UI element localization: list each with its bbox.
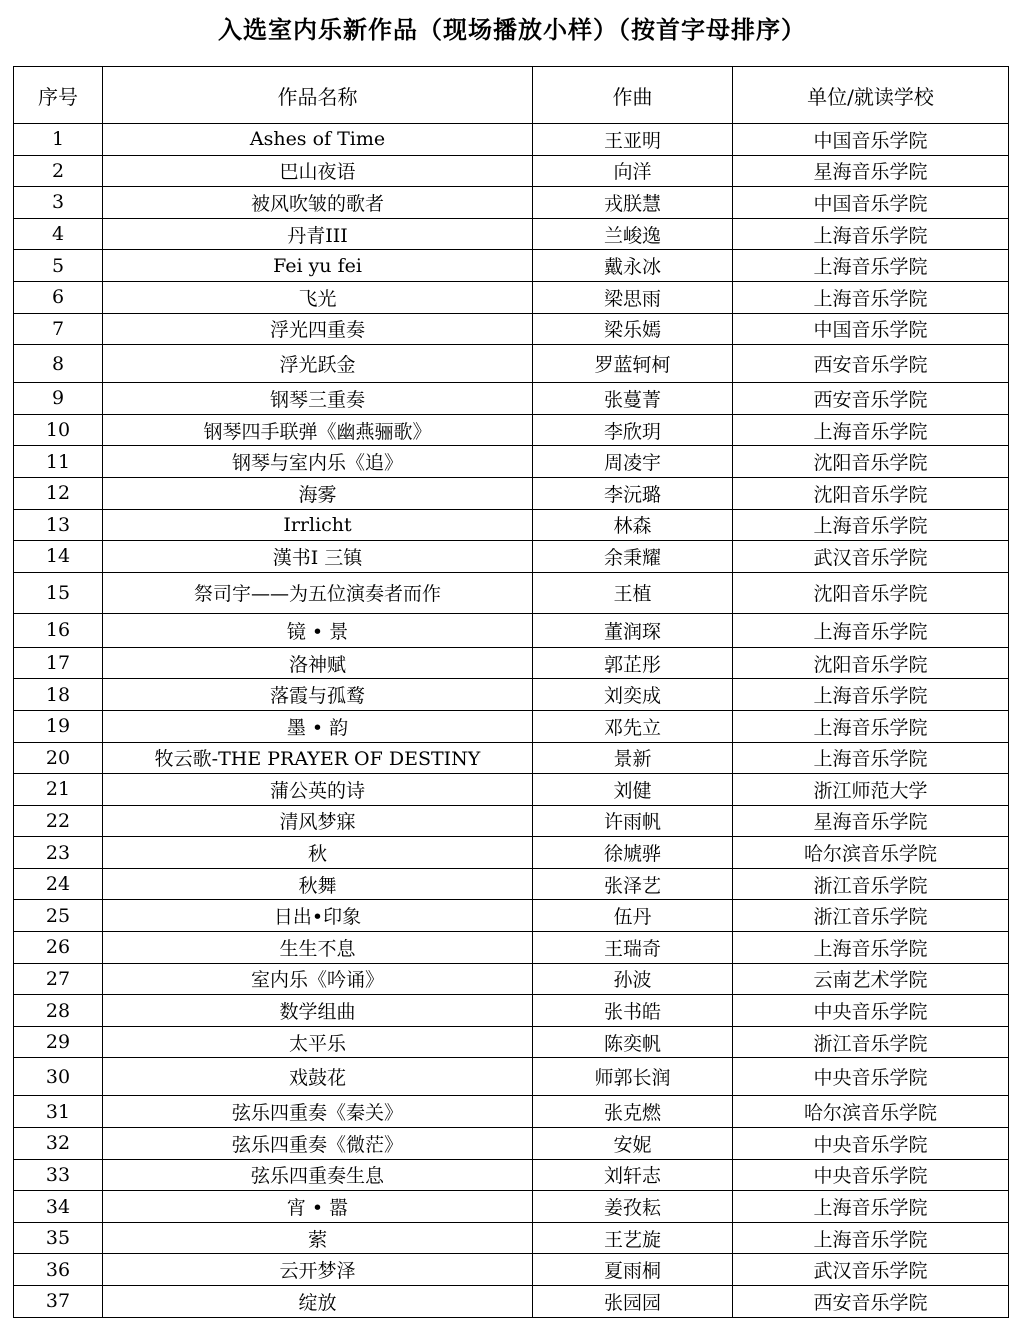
composer-name: 戴永冰 <box>533 250 733 282</box>
institution-name: 沈阳音乐学院 <box>733 446 1009 478</box>
row-number: 2 <box>14 155 103 187</box>
composer-name: 林森 <box>533 509 733 541</box>
work-title: 墨 • 韵 <box>103 710 533 742</box>
composer-name: 梁乐嫣 <box>533 313 733 345</box>
table-row <box>14 1058 1009 1096</box>
row-number: 35 <box>14 1222 103 1254</box>
institution-name: 浙江音乐学院 <box>733 1026 1009 1058</box>
table-row <box>14 541 1009 573</box>
work-title: Ashes of Time <box>103 124 533 156</box>
work-title: 秋 <box>103 837 533 869</box>
work-title: 数学组曲 <box>103 995 533 1027</box>
composer-name: 向洋 <box>533 155 733 187</box>
institution-name: 上海音乐学院 <box>733 250 1009 282</box>
table-row <box>14 572 1009 613</box>
institution-name: 上海音乐学院 <box>733 218 1009 250</box>
composer-name: 张克燃 <box>533 1096 733 1128</box>
table-row <box>14 1096 1009 1128</box>
row-number: 4 <box>14 218 103 250</box>
row-number: 11 <box>14 446 103 478</box>
institution-name: 上海音乐学院 <box>733 281 1009 313</box>
table-row <box>14 1254 1009 1286</box>
work-title: 日出•印象 <box>103 900 533 932</box>
table-row <box>14 932 1009 964</box>
table-row <box>14 805 1009 837</box>
institution-name: 浙江师范大学 <box>733 774 1009 806</box>
work-title: 镜 • 景 <box>103 613 533 647</box>
institution-name: 浙江音乐学院 <box>733 868 1009 900</box>
table-row <box>14 187 1009 219</box>
row-number: 24 <box>14 868 103 900</box>
row-number: 34 <box>14 1191 103 1223</box>
composer-name: 兰峻逸 <box>533 218 733 250</box>
institution-name: 上海音乐学院 <box>733 1222 1009 1254</box>
work-title: 漢书Ⅰ 三镇 <box>103 541 533 573</box>
table-row <box>14 1286 1009 1318</box>
composer-name: 刘奕成 <box>533 679 733 711</box>
work-title: 蒲公英的诗 <box>103 774 533 806</box>
table-row <box>14 477 1009 509</box>
row-number: 25 <box>14 900 103 932</box>
composer-name: 王亚明 <box>533 124 733 156</box>
row-number: 17 <box>14 647 103 679</box>
composer-name: 刘轩志 <box>533 1159 733 1191</box>
institution-name: 云南艺术学院 <box>733 963 1009 995</box>
row-number: 16 <box>14 613 103 647</box>
institution-name: 武汉音乐学院 <box>733 541 1009 573</box>
work-title: 钢琴与室内乐《追》 <box>103 446 533 478</box>
institution-name: 上海音乐学院 <box>733 742 1009 774</box>
table-row <box>14 1026 1009 1058</box>
institution-name: 西安音乐学院 <box>733 383 1009 415</box>
table-row <box>14 414 1009 446</box>
table-row <box>14 613 1009 647</box>
row-number: 10 <box>14 414 103 446</box>
institution-name: 中央音乐学院 <box>733 1058 1009 1096</box>
composer-name: 安妮 <box>533 1128 733 1160</box>
work-title: 浮光跃金 <box>103 345 533 383</box>
institution-name: 沈阳音乐学院 <box>733 647 1009 679</box>
work-title: 落霞与孤鹜 <box>103 679 533 711</box>
row-number: 9 <box>14 383 103 415</box>
header-work: 作品名称 <box>103 67 533 124</box>
institution-name: 沈阳音乐学院 <box>733 572 1009 613</box>
work-title: 室内乐《吟诵》 <box>103 963 533 995</box>
row-number: 5 <box>14 250 103 282</box>
institution-name: 哈尔滨音乐学院 <box>733 837 1009 869</box>
row-number: 20 <box>14 742 103 774</box>
table-body <box>14 124 1009 1318</box>
table-row <box>14 679 1009 711</box>
institution-name: 中国音乐学院 <box>733 124 1009 156</box>
row-number: 22 <box>14 805 103 837</box>
row-number: 15 <box>14 572 103 613</box>
row-number: 3 <box>14 187 103 219</box>
composer-name: 张蔓菁 <box>533 383 733 415</box>
table-row <box>14 963 1009 995</box>
table-row <box>14 345 1009 383</box>
work-title: 飞光 <box>103 281 533 313</box>
table-row <box>14 868 1009 900</box>
table-row <box>14 218 1009 250</box>
row-number: 19 <box>14 710 103 742</box>
institution-name: 浙江音乐学院 <box>733 900 1009 932</box>
work-title: 被风吹皱的歌者 <box>103 187 533 219</box>
composer-name: 李欣玥 <box>533 414 733 446</box>
row-number: 23 <box>14 837 103 869</box>
row-number: 6 <box>14 281 103 313</box>
institution-name: 上海音乐学院 <box>733 932 1009 964</box>
table-row <box>14 250 1009 282</box>
work-title: 钢琴四手联弹《幽燕骊歌》 <box>103 414 533 446</box>
institution-name: 上海音乐学院 <box>733 1191 1009 1223</box>
institution-name: 上海音乐学院 <box>733 613 1009 647</box>
composer-name: 罗蓝轲柯 <box>533 345 733 383</box>
row-number: 14 <box>14 541 103 573</box>
work-title: 祭司宇——为五位演奏者而作 <box>103 572 533 613</box>
composer-name: 孙波 <box>533 963 733 995</box>
work-title: 浮光四重奏 <box>103 313 533 345</box>
row-number: 12 <box>14 477 103 509</box>
composer-name: 夏雨桐 <box>533 1254 733 1286</box>
table-row <box>14 155 1009 187</box>
table-row <box>14 124 1009 156</box>
row-number: 32 <box>14 1128 103 1160</box>
composer-name: 姜孜耘 <box>533 1191 733 1223</box>
composer-name: 伍丹 <box>533 900 733 932</box>
table-row <box>14 281 1009 313</box>
work-title: 钢琴三重奏 <box>103 383 533 415</box>
composer-name: 郭芷彤 <box>533 647 733 679</box>
work-title: 弦乐四重奏《微茫》 <box>103 1128 533 1160</box>
work-title: 牧云歌-THE PRAYER OF DESTINY <box>103 742 533 774</box>
table-row <box>14 446 1009 478</box>
table-row <box>14 900 1009 932</box>
work-title: 巴山夜语 <box>103 155 533 187</box>
row-number: 37 <box>14 1286 103 1318</box>
institution-name: 星海音乐学院 <box>733 155 1009 187</box>
row-number: 27 <box>14 963 103 995</box>
row-number: 18 <box>14 679 103 711</box>
institution-name: 沈阳音乐学院 <box>733 477 1009 509</box>
work-title: 秋舞 <box>103 868 533 900</box>
work-title: Irrlicht <box>103 509 533 541</box>
institution-name: 上海音乐学院 <box>733 679 1009 711</box>
table-row <box>14 647 1009 679</box>
row-number: 26 <box>14 932 103 964</box>
composer-name: 王艺旋 <box>533 1222 733 1254</box>
composer-name: 张泽艺 <box>533 868 733 900</box>
institution-name: 上海音乐学院 <box>733 710 1009 742</box>
work-title: 绽放 <box>103 1286 533 1318</box>
table-row <box>14 509 1009 541</box>
table-header-row <box>14 67 1009 124</box>
work-title: 弦乐四重奏《秦关》 <box>103 1096 533 1128</box>
composer-name: 周凌宇 <box>533 446 733 478</box>
row-number: 8 <box>14 345 103 383</box>
composer-name: 师郭长润 <box>533 1058 733 1096</box>
composer-name: 张书皓 <box>533 995 733 1027</box>
row-number: 7 <box>14 313 103 345</box>
composer-name: 董润琛 <box>533 613 733 647</box>
composer-name: 刘健 <box>533 774 733 806</box>
row-number: 31 <box>14 1096 103 1128</box>
header-no: 序号 <box>14 67 103 124</box>
composer-name: 陈奕帆 <box>533 1026 733 1058</box>
table-row <box>14 1222 1009 1254</box>
works-table <box>13 66 1009 1318</box>
table-row <box>14 995 1009 1027</box>
table-row <box>14 774 1009 806</box>
institution-name: 中国音乐学院 <box>733 187 1009 219</box>
institution-name: 武汉音乐学院 <box>733 1254 1009 1286</box>
document-title: 入选室内乐新作品（现场播放小样）（按首字母排序） <box>218 16 806 44</box>
institution-name: 中央音乐学院 <box>733 1159 1009 1191</box>
row-number: 29 <box>14 1026 103 1058</box>
institution-name: 上海音乐学院 <box>733 509 1009 541</box>
row-number: 33 <box>14 1159 103 1191</box>
row-number: 36 <box>14 1254 103 1286</box>
institution-name: 西安音乐学院 <box>733 1286 1009 1318</box>
composer-name: 张园园 <box>533 1286 733 1318</box>
institution-name: 中央音乐学院 <box>733 1128 1009 1160</box>
row-number: 1 <box>14 124 103 156</box>
work-title: 宵 • 嚣 <box>103 1191 533 1223</box>
institution-name: 中国音乐学院 <box>733 313 1009 345</box>
composer-name: 戎朕慧 <box>533 187 733 219</box>
table-row <box>14 742 1009 774</box>
table-row <box>14 313 1009 345</box>
table-row <box>14 1191 1009 1223</box>
institution-name: 星海音乐学院 <box>733 805 1009 837</box>
institution-name: 西安音乐学院 <box>733 345 1009 383</box>
header-unit: 单位/就读学校 <box>733 67 1009 124</box>
row-number: 13 <box>14 509 103 541</box>
row-number: 21 <box>14 774 103 806</box>
work-title: 云开梦泽 <box>103 1254 533 1286</box>
composer-name: 王植 <box>533 572 733 613</box>
work-title: 丹青III <box>103 218 533 250</box>
work-title: 萦 <box>103 1222 533 1254</box>
work-title: 洛神赋 <box>103 647 533 679</box>
table-row <box>14 710 1009 742</box>
row-number: 30 <box>14 1058 103 1096</box>
institution-name: 中央音乐学院 <box>733 995 1009 1027</box>
work-title: 戏鼓花 <box>103 1058 533 1096</box>
composer-name: 许雨帆 <box>533 805 733 837</box>
composer-name: 余秉耀 <box>533 541 733 573</box>
work-title: 太平乐 <box>103 1026 533 1058</box>
work-title: 清风梦寐 <box>103 805 533 837</box>
table-row <box>14 837 1009 869</box>
work-title: 弦乐四重奏生息 <box>103 1159 533 1191</box>
composer-name: 王瑞奇 <box>533 932 733 964</box>
composer-name: 李沅璐 <box>533 477 733 509</box>
work-title: 生生不息 <box>103 932 533 964</box>
work-title: 海雾 <box>103 477 533 509</box>
composer-name: 邓先立 <box>533 710 733 742</box>
header-composer: 作曲 <box>533 67 733 124</box>
table-row <box>14 1159 1009 1191</box>
institution-name: 哈尔滨音乐学院 <box>733 1096 1009 1128</box>
row-number: 28 <box>14 995 103 1027</box>
composer-name: 景新 <box>533 742 733 774</box>
table-row <box>14 383 1009 415</box>
work-title: Fei yu fei <box>103 250 533 282</box>
table-row <box>14 1128 1009 1160</box>
institution-name: 上海音乐学院 <box>733 414 1009 446</box>
composer-name: 徐虓骅 <box>533 837 733 869</box>
composer-name: 梁思雨 <box>533 281 733 313</box>
